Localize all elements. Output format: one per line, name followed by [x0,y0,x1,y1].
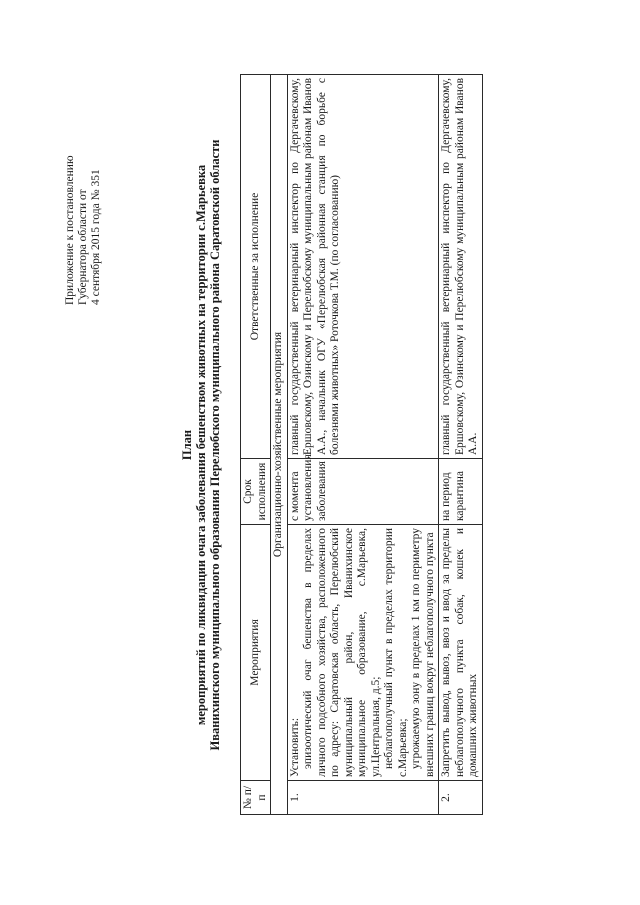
header-num: № п/п [241,781,271,815]
section-row [271,75,288,815]
row-responsible [287,75,439,459]
responsible-text: главный государственный ветеринарный инспектор по Дергачевскому, Ершовскому, Озинскому и Перелюбскому муниципальным районам Иванов А.А. [440,78,479,455]
row-number: 1. [287,781,439,815]
title-line: мероприятий по ликвидации очага заболевания бешенством животных на территории с.Марьевка [194,164,208,726]
plan-table [240,74,483,815]
measure-text: угрожаемую зону в пределах 1 км по периметру внешних границ вокруг неблагополучного пункта [410,528,436,777]
appendix-note [64,45,103,305]
measure-text: эпизоотический очаг бешенства в пределах личного подсобного хозяйства, расположенного по адресу: Саратовская область, Перелюбский муниципальный район, Иванихинское муниципальное образование, с.Марьевка, ул.Центральная, д.5; [302,528,382,777]
appendix-line: Губернатора области от [77,189,89,305]
row-responsible [439,75,483,459]
row-deadline: с момента установления заболевания [287,459,439,525]
table-row [287,75,439,815]
table-header-row [241,75,271,815]
row-number: 2. [439,781,483,815]
row-measures [287,525,439,781]
appendix-line: 4 сентября 2015 года № 351 [90,169,102,305]
responsible-text: главный государственный ветеринарный инспектор по Дергачевскому, Ершовскому, Озинскому и Перелюбскому муниципальным районам Иванов А.А., начальник ОГУ «Перелюбская районная станция по борьбе с болезнями животных» Роточкова Т.М. (по согласованию) [288,78,341,455]
measure-text: неблагополучный пункт в пределах территории с.Марьевка; [383,528,409,777]
row-deadline: на период карантина [439,459,483,525]
appendix-line: Приложение к постановлению [64,155,76,305]
measure-text: Установить: [288,717,301,777]
title-word: План [180,429,194,461]
document-title [180,75,222,815]
table-row [439,75,483,815]
row-measures [439,525,483,781]
header-measures: Мероприятия [241,525,271,781]
section-title: Организационно-хозяйственные мероприятия [271,75,288,815]
header-responsible: Ответственные за исполнение [241,75,271,459]
header-deadline: Срок исполнения [241,459,271,525]
measure-text: Запретить вывод, вывоз, ввоз и ввод за пределы неблагополучного пункта собак, кошек и домашних животных [440,528,479,777]
title-line: Иванихинского муниципального образования Перелюбского муниципального района Саратовской области [208,139,222,751]
